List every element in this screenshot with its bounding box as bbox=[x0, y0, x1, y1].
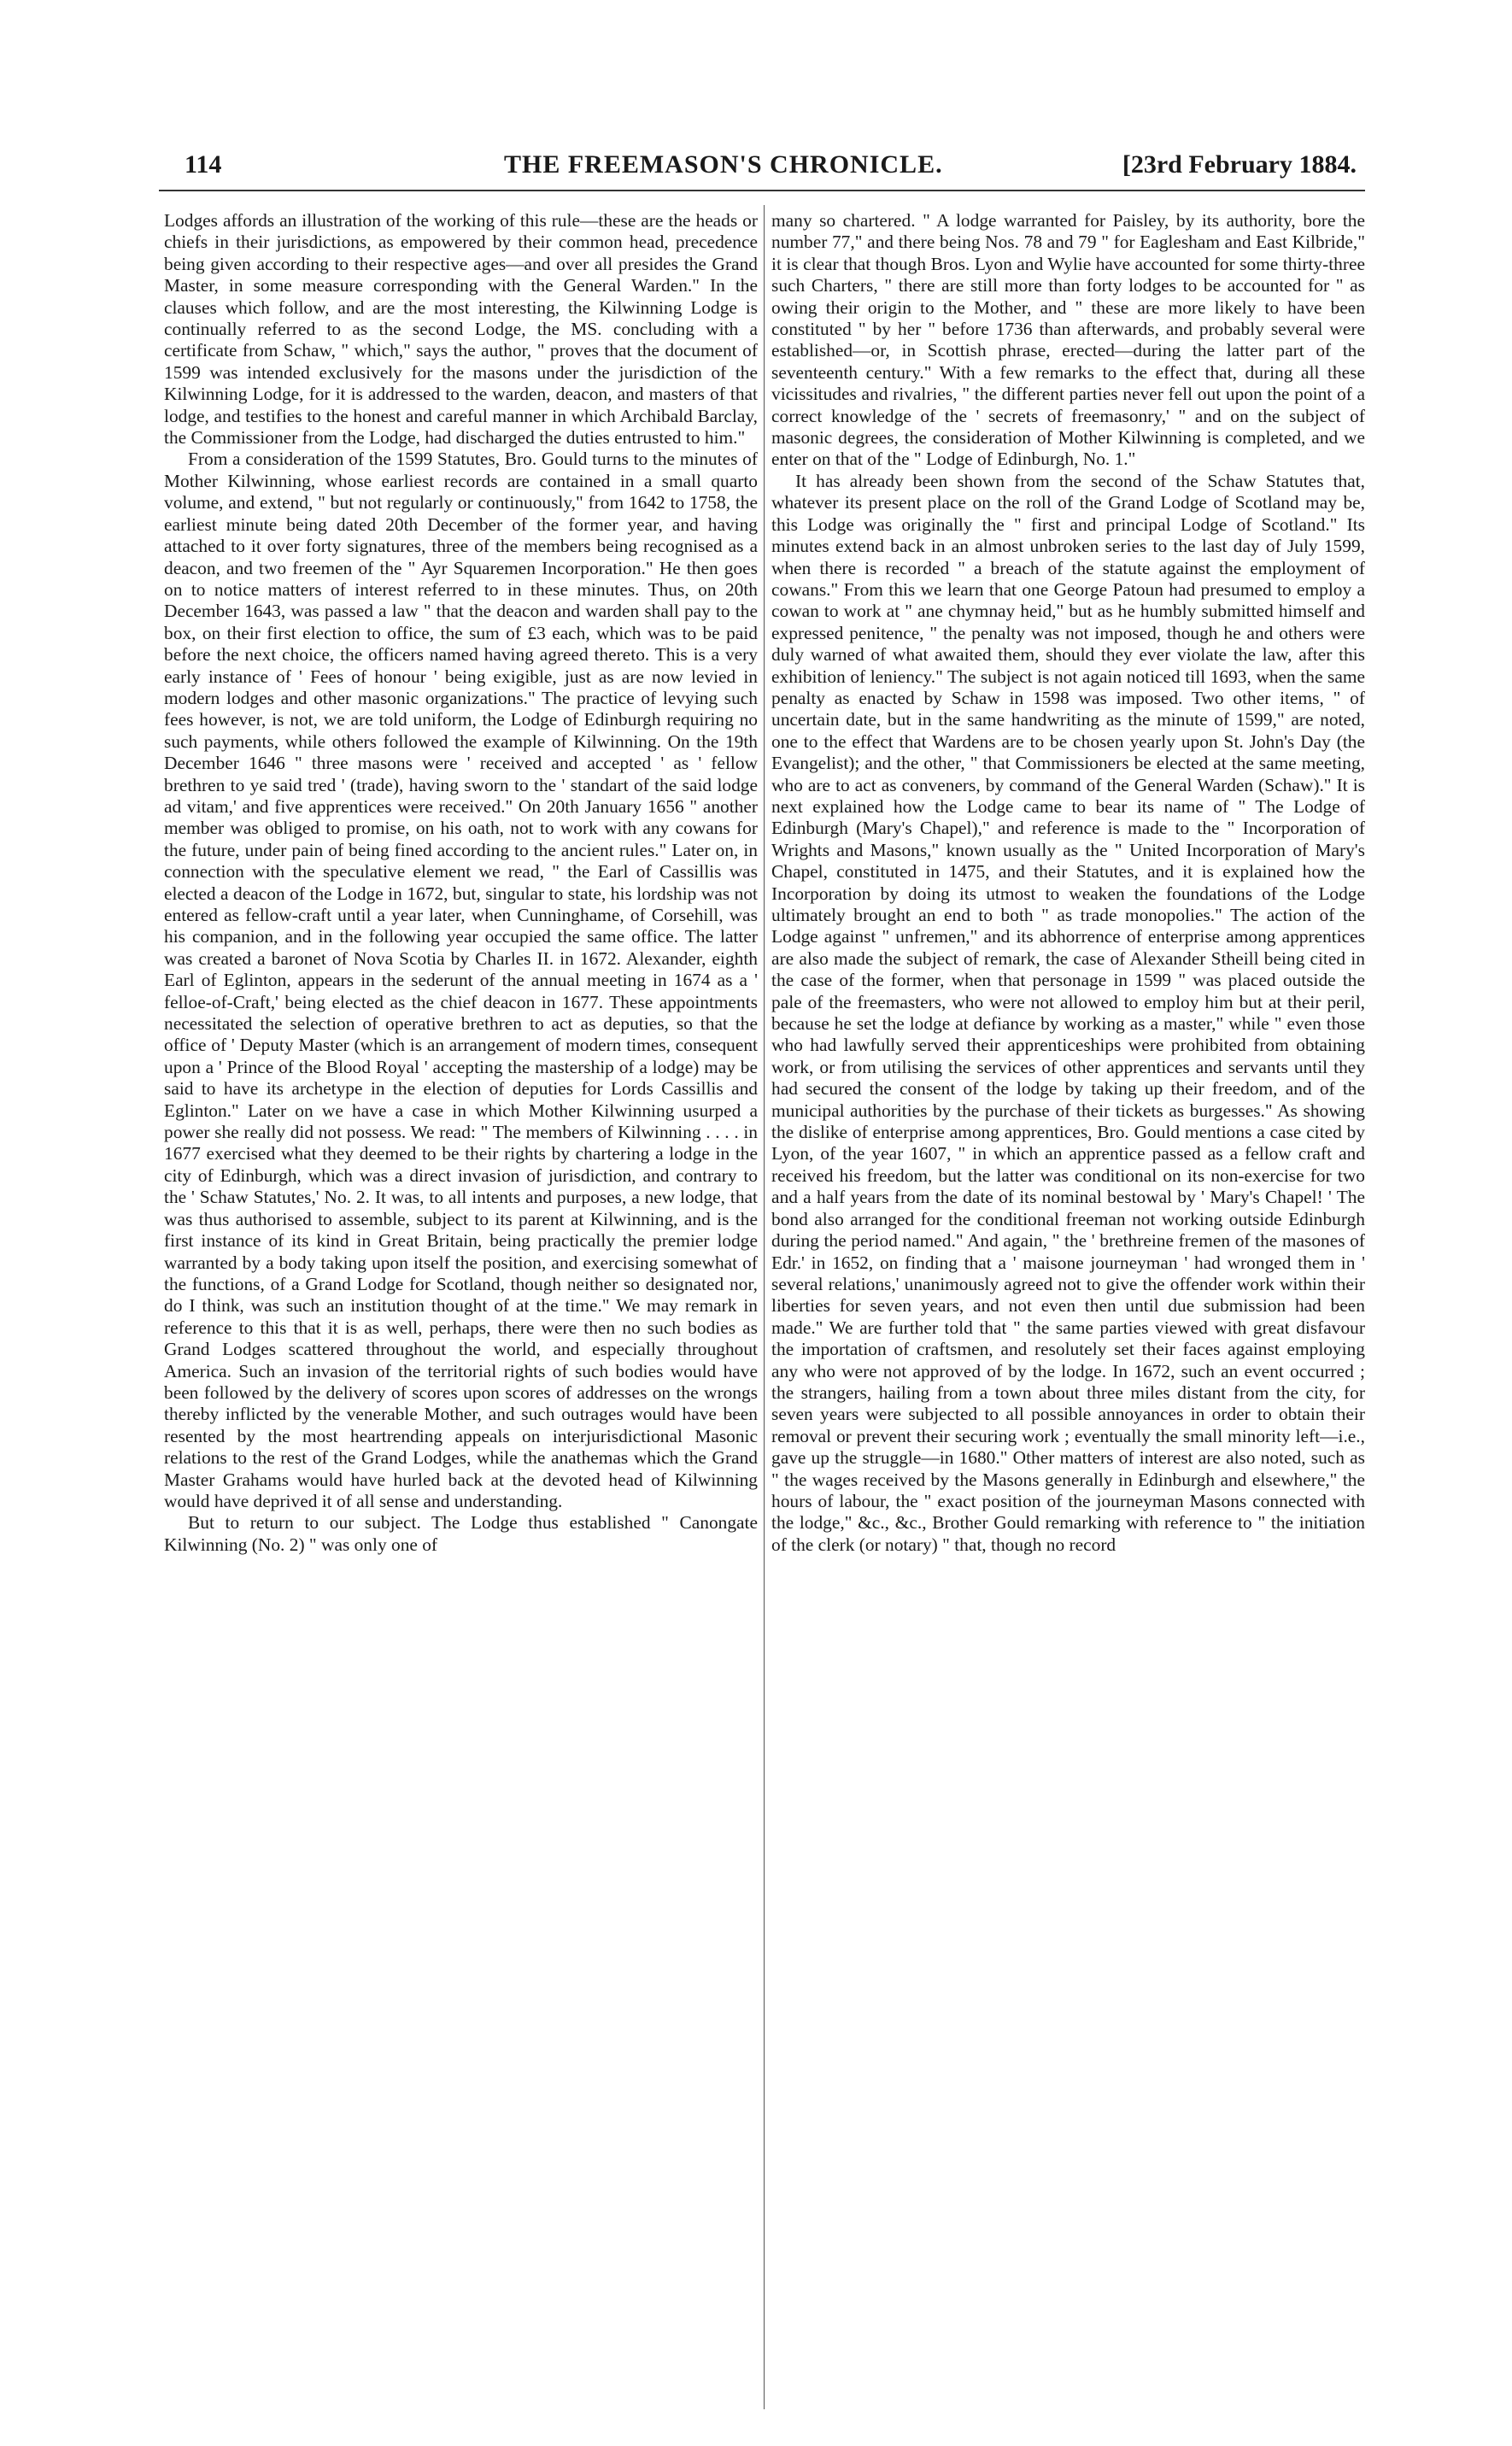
column-divider bbox=[764, 205, 765, 2409]
right-paragraph-1: many so chartered. " A lodge warranted for Paisley, by its authority, bore the number 77," and there being Nos. 78 and 79 " for Eaglesham and East Kilbride," it is clear that though Bros. Lyon and Wylie have accounted for some thirty-three such Charters, " there are still more than forty lodges to be accounted for " as owing their origin to the Mother, and " these are more likely to have been constituted " by her " before 1736 than afterwards, and probably several were established—or, in Scottish phrase, erected—during the latter part of the seventeenth century." With a few remarks to the effect that, during all these vicissitudes and rivalries, " the different parties never fell out upon the point of a correct knowledge of the ' secrets of freemasonry,' " and on the subject of masonic degrees, the consideration of Mother Kilwinning is completed, and we enter on that of the " Lodge of Edinburgh, No. 1." bbox=[771, 210, 1365, 470]
page-header bbox=[145, 150, 1372, 188]
issue-date: [23rd February 1884. bbox=[1122, 150, 1357, 179]
left-paragraph-3: But to return to our subject. The Lodge thus established " Canongate Kilwinning (No. 2) " was only one of bbox=[164, 1512, 758, 1555]
page-number: 114 bbox=[185, 150, 222, 179]
left-column bbox=[164, 210, 758, 2397]
right-paragraph-2: It has already been shown from the second of the Schaw Statutes that, whatever its present place on the roll of the Grand Lodge of Scotland may be, this Lodge was originally the " first and principal Lodge of Scotland." Its minutes extend back in an almost unbroken series to the last day of July 1599, when there is recorded " a breach of the statute against the employment of cowans." From this we learn that one George Patoun had presumed to employ a cowan to work at " ane chymnay heid," but as he humbly submitted himself and expressed penitence, " the penalty was not imposed, though he and others were duly warned of what awaited them, should they ever violate the law, after this exhibition of leniency." The subject is not again noticed till 1693, when the same penalty as enacted by Schaw in 1598 was imposed. Two other items, " of uncertain date, but in the same handwriting as the minute of 1599," are noted, one to the effect that Wardens are to be chosen yearly upon St. John's Day (the Evangelist); and the other, " that Commissioners be elected at the same meeting, who are to act as conveners, by command of the General Warden (Schaw)." It is next explained how the Lodge came to bear its name of " The Lodge of Edinburgh (Mary's Chapel)," and reference is made to the " Incorporation of Wrights and Masons," known usually as the " United Incorporation of Mary's Chapel, constituted in 1475, and their Statutes, and it is explained how the Incorporation by doing its utmost to weaken the foundations of the Lodge ultimately brought an end to both " as trade monopolies." The action of the Lodge against " unfremen," and its abhorrence of enterprise among apprentices are also made the subject of remark, the case of Alexander Stheill being cited in the case of the former, when that personage in 1599 " was placed outside the pale of the freemasters, who were not allowed to employ him but at their peril, because he set the lodge at defiance by working as a master," while " even those who had lawfully served their apprenticeships were prohibited from obtaining work, or from utilising the services of other apprentices and servants until they had secured the consent of the lodge by taking up their freedom, and of the municipal authorities by the purchase of their tickets as burgesses." As showing the dislike of enterprise among apprentices, Bro. Gould mentions a case cited by Lyon, of the year 1607, " in which an apprentice passed as a fellow craft and received his freedom, but the latter was conditional on its non-exercise for two and a half years from the date of its nominal bestowal by ' Mary's Chapel! ' The bond also arranged for the conditional freeman not working outside Edinburgh during the period named." And again, " the ' brethreine fremen of the masones of Edr.' in 1652, on finding that a ' maisone journeyman ' had wronged them in ' several relations,' unanimously agreed not to give the offender work within their liberties for seven years, and not even then until due submission had been made." We are further told that " the same parties viewed with great disfavour the importation of craftsmen, and resolutely set their faces against employing any who were not approved of by the lodge. In 1672, such an event occurred ; the strangers, hailing from a town about three miles distant from the city, for seven years were subjected to all possible annoyances in order to obtain their removal or prevent their securing work ; eventually the small minority left—i.e., gave up the struggle—in 1680." Other matters of interest are also noted, such as " the wages received by the Masons generally in Edinburgh and elsewhere," the hours of labour, the " exact position of the journeyman Masons connected with the lodge," &c., &c., Brother Gould remarking with reference to " the initiation of the clerk (or notary) " that, though no record bbox=[771, 470, 1365, 1555]
left-paragraph-2: From a consideration of the 1599 Statutes, Bro. Gould turns to the minutes of Mother Kilwinning, whose earliest records are contained in a small quarto volume, and extend, " but not regularly or continuously," from 1642 to 1758, the earliest minute being dated 20th December of the former year, and having attached to it over forty signatures, three of the members being recognised as a deacon, and two freemen of the " Ayr Squaremen Incorporation." He then goes on to notice matters of interest referred to in these minutes. Thus, on 20th December 1643, was passed a law " that the deacon and warden shall pay to the box, on their first election to office, the sum of £3 each, which was to be paid before the next choice, the officers named having agreed thereto. This is a very early instance of ' Fees of honour ' being exigible, just as are now levied in modern lodges and other masonic organizations." The practice of levying such fees however, is not, we are told uniform, the Lodge of Edinburgh requiring no such payments, while others followed the example of Kilwinning. On the 19th December 1646 " three masons were ' received and accepted ' as ' fellow brethren to ye said tred ' (trade), having sworn to the ' standart of the said lodge ad vitam,' and five apprentices were received." On 20th January 1656 " another member was obliged to promise, on his oath, not to work with any cowans for the future, under pain of being fined according to the ancient rules." Later on, in connection with the speculative element we read, " the Earl of Cassillis was elected a deacon of the Lodge in 1672, but, singular to state, his lordship was not entered as fellow-craft until a year later, when Cunninghame, of Corsehill, was his companion, and in the following year occupied the same office. The latter was created a baronet of Nova Scotia by Charles II. in 1672. Alexander, eighth Earl of Eglinton, appears in the sederunt of the annual meeting in 1674 as a ' felloe-of-Craft,' being elected as the chief deacon in 1677. These appointments necessitated the selection of operative brethren to act as deputies, so that the office of ' Deputy Master (which is an arrangement of modern times, consequent upon a ' Prince of the Blood Royal ' accepting the mastership of a lodge) may be said to have its archetype in the election of deputies for Lords Cassillis and Eglinton." Later on we have a case in which Mother Kilwinning usurped a power she really did not possess. We read: " The members of Kilwinning . . . . in 1677 exercised what they deemed to be their rights by chartering a lodge in the city of Edinburgh, which was a direct invasion of jurisdiction, and contrary to the ' Schaw Statutes,' No. 2. It was, to all intents and purposes, a new lodge, that was thus authorised to assemble, subject to its parent at Kilwinning, and is the first instance of its kind in Great Britain, being practically the premier lodge warranted by a body taking upon itself the position, and exercising somewhat of the functions, of a Grand Lodge for Scotland, though neither so designated nor, do I think, was such an institution thought of at the time." We may remark in reference to this that it is as well, perhaps, there were then no such bodies as Grand Lodges scattered throughout the world, and especially throughout America. Such an invasion of the territorial rights of such bodies would have been followed by the delivery of scores upon scores of addresses on the wrongs thereby inflicted by the venerable Mother, and such outrages would have been resented by the most heartrending appeals on interjurisdictional Masonic relations to the rest of the Grand Lodges, while the anathemas which the Grand Master Grahams would have hurled back at the devoted head of Kilwinning would have deprived it of all sense and understanding. bbox=[164, 449, 758, 1511]
right-column bbox=[771, 210, 1365, 2397]
masthead-title: THE FREEMASON'S CHRONICLE. bbox=[504, 150, 943, 179]
left-paragraph-1: Lodges affords an illustration of the working of this rule—these are the heads or chiefs in their jurisdictions, as empowered by their common head, precedence being given according to their respective ages—and over all presides the Grand Master, in some measure corresponding with the General Warden." In the clauses which follow, and are the most interesting, the Kilwinning Lodge is continually referred to as the second Lodge, the MS. concluding with a certificate from Schaw, " which," says the author, " proves that the document of 1599 was intended exclusively for the masons under the jurisdiction of the Kilwinning Lodge, for it is addressed to the warden, deacon, and masters of that lodge, and testifies to the honest and careful manner in which Archibald Barclay, the Commissioner from the Lodge, had discharged the duties entrusted to him." bbox=[164, 210, 758, 449]
header-rule bbox=[159, 190, 1365, 191]
